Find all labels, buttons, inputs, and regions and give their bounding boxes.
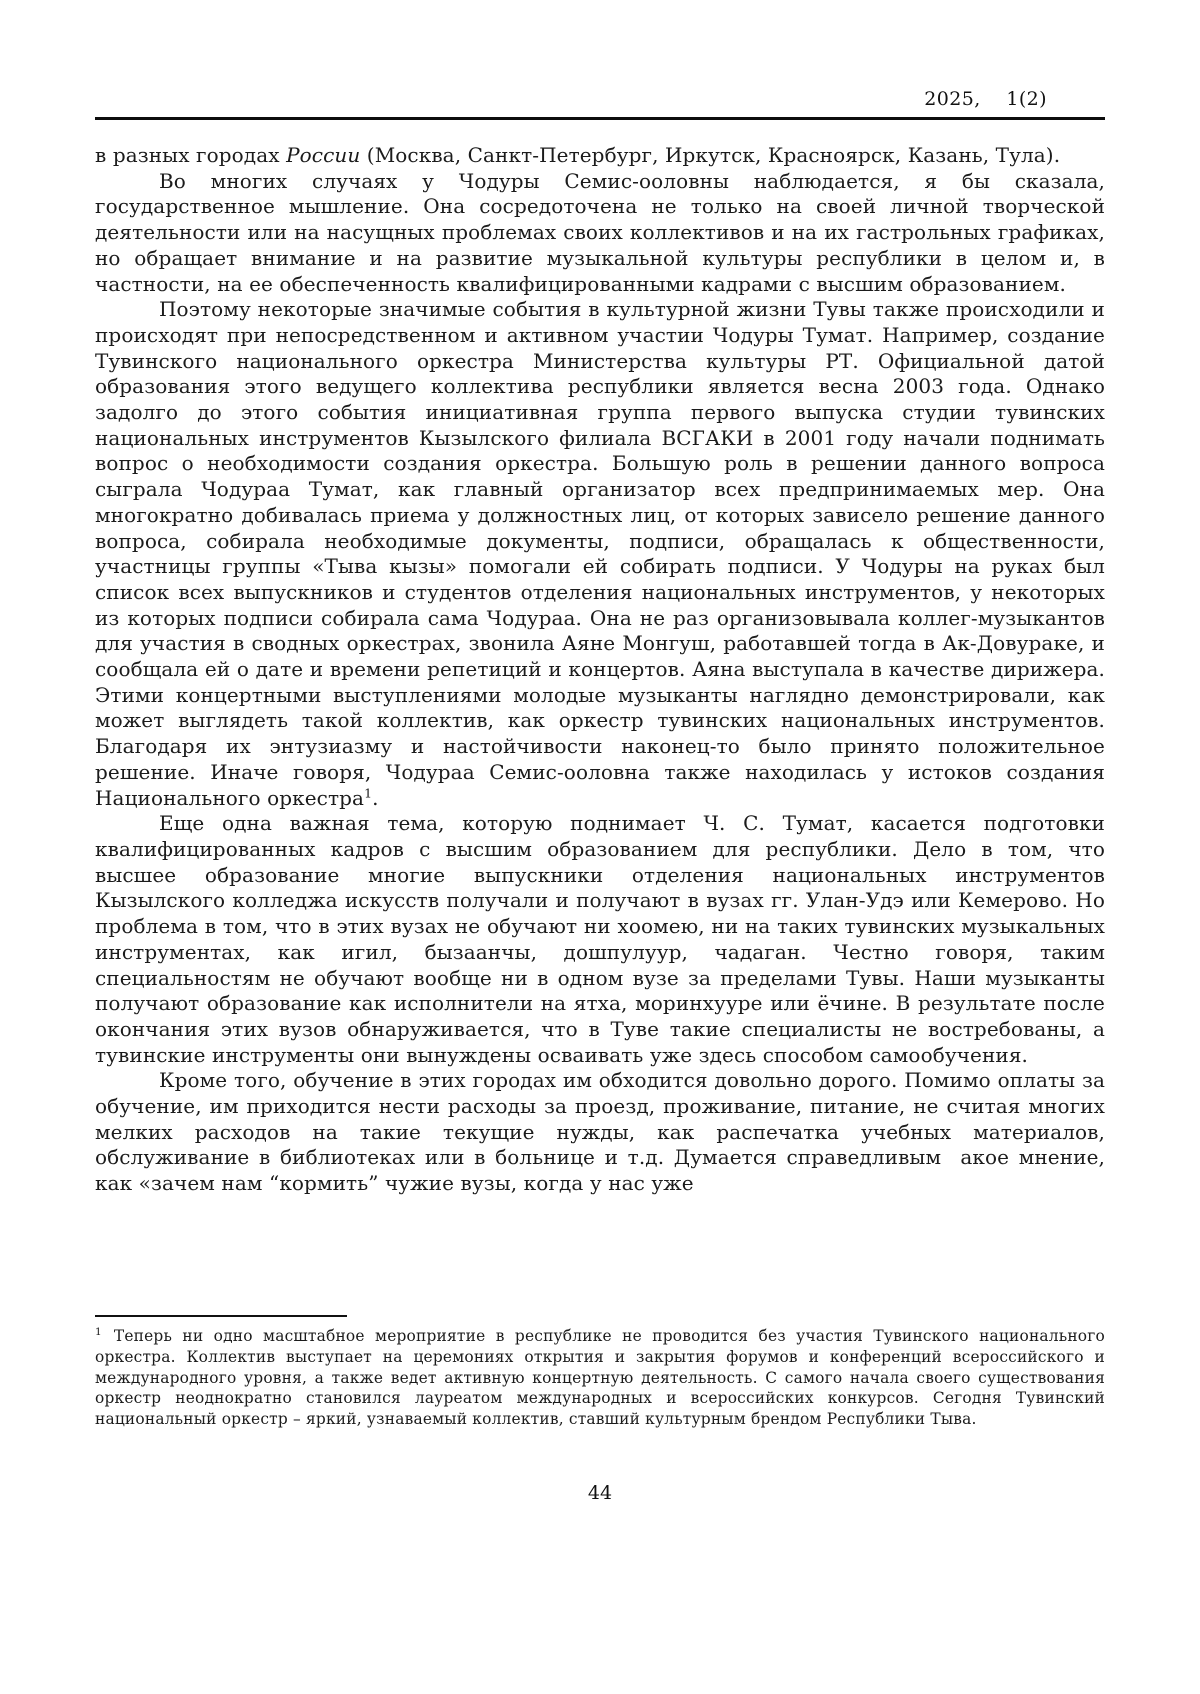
footnote-separator [95, 1315, 347, 1317]
page-number: 44 [587, 1482, 613, 1504]
paragraph: Во многих случаях у Чодуры Семис-ооловны наблюдается, я бы сказала, государственное мышление. Она сосредоточена не только на своей личной творческой деятельности или на насущных проблемах своих коллективов и на их гастрольных графиках, но обращает внимание и на развитие музыкальной культуры республики в целом и, в частности, на ее обеспеченность квалифицированными кадрами с высшим образованием. [95, 168, 1105, 296]
paragraph [95, 143, 1105, 169]
footnote [95, 1326, 1105, 1430]
header-rule [95, 117, 1105, 120]
paragraph-text: в разных городах [95, 143, 287, 167]
paragraph-text: Поэтому некоторые значимые события в культурной жизни Тувы также происходили и происходят при непосредственном и активном участии Чодуры Тумат. Например, создание Тувинского национального оркестра Министерства культуры РТ. Официальной датой образования этого ведущего коллектива республики является весна 2003 года. Однако задолго до этого события инициативная группа первого выпуска студии тувинских национальных инструментов Кызылского филиала ВСГАКИ в 2001 году начали поднимать вопрос о необходимости создания оркестра. Большую роль в решении данного вопроса сыграла Чодураа Тумат, как главный организатор всех предпринимаемых мер. Она многократно добивалась приема у должностных лиц, от которых зависело решение данного вопроса, собирала необходимые документы, подписи, обращалась к общественности, участницы группы «Тыва кызы» помогали ей собирать подписи. У Чодуры на руках был список всех выпускников и студентов отделения национальных инструментов, у некоторых из которых подписи собирала сама Чодураа. Она не раз организовывала коллег-музыкантов для участия в сводных оркестрах, звонила Аяне Монгуш, работавшей тогда в Ак-Довураке, и сообщала ей о дате и времени репетиций и концертов. Аяна выступала в качестве дирижера. Этими концертными выступлениями молодые музыканты наглядно демонстрировали, как может выглядеть такой коллектив, как оркестр тувинских национальных инструментов. Благодаря их энтузиазму и настойчивости наконец-то было принято положительное решение. Иначе говоря, Чодураа Семис-ооловна также находилась у истоков создания Национального оркестра [95, 297, 1105, 810]
page-header [95, 88, 1105, 110]
paragraph-text: (Москва, Санкт-Петербург, Иркутск, Красноярск, Казань, Тула). [360, 143, 1061, 167]
article-body [95, 143, 1105, 1301]
footnote-ref: 1 [364, 784, 373, 800]
paragraph: Кроме того, обучение в этих городах им обходится довольно дорого. Помимо оплаты за обучение, им приходится нести расходы за проезд, проживание, питание, не считая многих мелких расходов на такие текущие нужды, как распечатка учебных материалов, обслуживание в библиотеках или в больнице и т.д. Думается справедливым акое мнение, как «зачем нам “кормить” чужие вузы, когда у нас уже [95, 1068, 1105, 1196]
paragraph: Еще одна важная тема, которую поднимает Ч. С. Тумат, касается подготовки квалифицированных кадров с высшим образованием для республики. Дело в том, что высшее образование многие выпускники отделения национальных инструментов Кызылского колледжа искусств получали и получают в вузах гг. Улан-Удэ или Кемерово. Но проблема в том, что в этих вузах не обучают ни хоомею, ни на таких тувинских музыкальных инструментах, как игил, бызаанчы, дошпулуур, чадаган. Честно говоря, таким специальностям не обучают вообще ни в одном вузе за пределами Тувы. Наши музыканты получают образование как исполнители на ятха, моринхууре или ёчине. В результате после окончания этих вузов обнаруживается, что в Туве такие специалисты не востребованы, а тувинские инструменты они вынуждены осваивать уже здесь способом самообучения. [95, 811, 1105, 1067]
paragraph-text: . [372, 785, 379, 810]
footnote-marker: 1 [95, 1325, 102, 1338]
paragraph [95, 297, 1105, 811]
italic-text: России [286, 143, 361, 167]
footnote-text: Теперь ни одно масштабное мероприятие в республике не проводится без участия Тувинского национального оркестра. Коллектив выступает на церемониях открытия и закрытия форумов и конференций всероссийского и международного уровня, а также ведет активную концертную деятельность. С самого начала своего существования оркестр неоднократно становился лауреатом международных и всероссийских конкурсов. Сегодня Тувинский национальный оркестр – яркий, узнаваемый коллектив, ставший культурным брендом Республики Тыва. [95, 1327, 1105, 1429]
issue-label: 2025, 1(2) [924, 88, 1047, 110]
